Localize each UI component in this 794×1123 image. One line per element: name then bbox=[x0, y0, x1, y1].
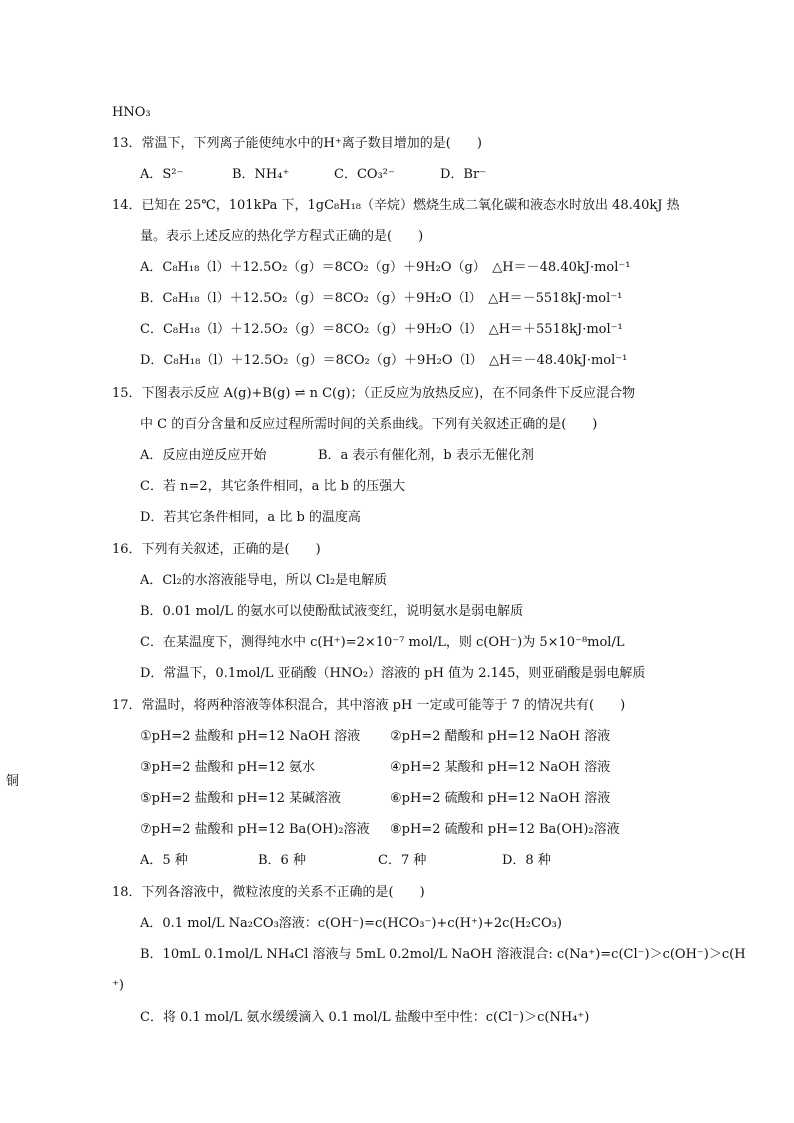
q17-item-4: ④pH=2 某酸和 pH=12 NaOH 溶液 bbox=[390, 760, 611, 775]
q13-option-c: C．CO₃²⁻ bbox=[334, 167, 395, 182]
q16-option-c: C．在某温度下，测得纯水中 c(H⁺)=2×10⁻⁷ mol/L，则 c(OH⁻)为 5×10⁻⁸mol/L bbox=[140, 635, 625, 650]
q14-option-d: D．C₈H₁₈（l）＋12.5O₂（g）＝8CO₂（g）＋9H₂O（l） △H＝－48.40kJ·mol⁻¹ bbox=[140, 353, 628, 368]
q13-option-a: A．S²⁻ bbox=[140, 167, 184, 182]
q17-option-c: C．7 种 bbox=[378, 853, 427, 868]
q17-item-1: ①pH=2 盐酸和 pH=12 NaOH 溶液 bbox=[140, 729, 361, 744]
q18-option-b-wrap: ⁺) bbox=[112, 978, 124, 993]
q15-option-d: D．若其它条件相同，a 比 b 的温度高 bbox=[140, 510, 361, 525]
q16-option-d: D．常温下，0.1mol/L 亚硝酸（HNO₂）溶液的 pH 值为 2.145，则亚硝酸是弱电解质 bbox=[140, 666, 646, 681]
q17-option-b: B．6 种 bbox=[258, 853, 306, 868]
q17-option-d: D．8 种 bbox=[502, 853, 551, 868]
q17-item-2: ②pH=2 醋酸和 pH=12 NaOH 溶液 bbox=[390, 729, 611, 744]
question-15-cont: 中 C 的百分含量和反应过程所需时间的关系曲线。下列有关叙述正确的是( ) bbox=[140, 417, 598, 432]
q17-item-8: ⑧pH=2 硫酸和 pH=12 Ba(OH)₂溶液 bbox=[390, 822, 620, 837]
q15-option-b: B．a 表示有催化剂，b 表示无催化剂 bbox=[318, 448, 534, 463]
question-17: 17．常温时，将两种溶液等体积混合，其中溶液 pH 一定或可能等于 7 的情况共有( ) bbox=[112, 698, 626, 713]
margin-character: 铜 bbox=[6, 774, 20, 789]
q14-option-a: A．C₈H₁₈（l）＋12.5O₂（g）＝8CO₂（g）＋9H₂O（g） △H＝－48.40kJ·mol⁻¹ bbox=[140, 260, 631, 275]
q18-option-c: C．将 0.1 mol/L 氨水缓缓滴入 0.1 mol/L 盐酸中至中性：c(Cl⁻)＞c(NH₄⁺) bbox=[140, 1010, 590, 1025]
q15-option-a: A．反应由逆反应开始 bbox=[140, 448, 267, 463]
q13-option-b: B．NH₄⁺ bbox=[232, 167, 290, 182]
question-13: 13．常温下，下列离子能使纯水中的H⁺离子数目增加的是( ) bbox=[112, 136, 482, 151]
q17-item-7: ⑦pH=2 盐酸和 pH=12 Ba(OH)₂溶液 bbox=[140, 822, 370, 837]
q17-item-6: ⑥pH=2 硫酸和 pH=12 NaOH 溶液 bbox=[390, 791, 611, 806]
q17-option-a: A．5 种 bbox=[140, 853, 188, 868]
q16-option-a: A．Cl₂的水溶液能导电，所以 Cl₂是电解质 bbox=[140, 573, 388, 588]
q14-option-c: C．C₈H₁₈（l）＋12.5O₂（g）＝8CO₂（g）＋9H₂O（l） △H＝＋5518kJ·mol⁻¹ bbox=[140, 322, 623, 337]
question-14: 14．已知在 25℃，101kPa 下，1gC₈H₁₈（辛烷）燃烧生成二氧化碳和液态水时放出 48.40kJ 热 bbox=[112, 198, 680, 213]
q13-option-d: D．Br⁻ bbox=[440, 167, 487, 182]
question-18: 18．下列各溶液中，微粒浓度的关系不正确的是( ) bbox=[112, 885, 425, 900]
q17-item-5: ⑤pH=2 盐酸和 pH=12 某碱溶液 bbox=[140, 791, 341, 806]
q18-option-b: B．10mL 0.1mol/L NH₄Cl 溶液与 5mL 0.2mol/L NaOH 溶液混合: c(Na⁺)=c(Cl⁻)＞c(OH⁻)＞c(H bbox=[140, 947, 746, 962]
continued-text: HNO₃ bbox=[112, 105, 151, 120]
question-14-cont: 量。表示上述反应的热化学方程式正确的是( ) bbox=[140, 229, 424, 244]
q17-item-3: ③pH=2 盐酸和 pH=12 氨水 bbox=[140, 760, 315, 775]
question-16: 16．下列有关叙述，正确的是( ) bbox=[112, 542, 321, 557]
question-15: 15．下图表示反应 A(g)+B(g) ⇌ n C(g)；（正反应为放热反应)，在不同条件下反应混合物 bbox=[112, 386, 636, 401]
q15-option-c: C．若 n=2，其它条件相同，a 比 b 的压强大 bbox=[140, 479, 406, 494]
q16-option-b: B．0.01 mol/L 的氨水可以使酚酞试液变红，说明氨水是弱电解质 bbox=[140, 604, 524, 619]
q14-option-b: B．C₈H₁₈（l）＋12.5O₂（g）＝8CO₂（g）＋9H₂O（l） △H＝－5518kJ·mol⁻¹ bbox=[140, 291, 623, 306]
q18-option-a: A．0.1 mol/L Na₂CO₃溶液：c(OH⁻)=c(HCO₃⁻)+c(H⁺)+2c(H₂CO₃) bbox=[140, 916, 562, 931]
